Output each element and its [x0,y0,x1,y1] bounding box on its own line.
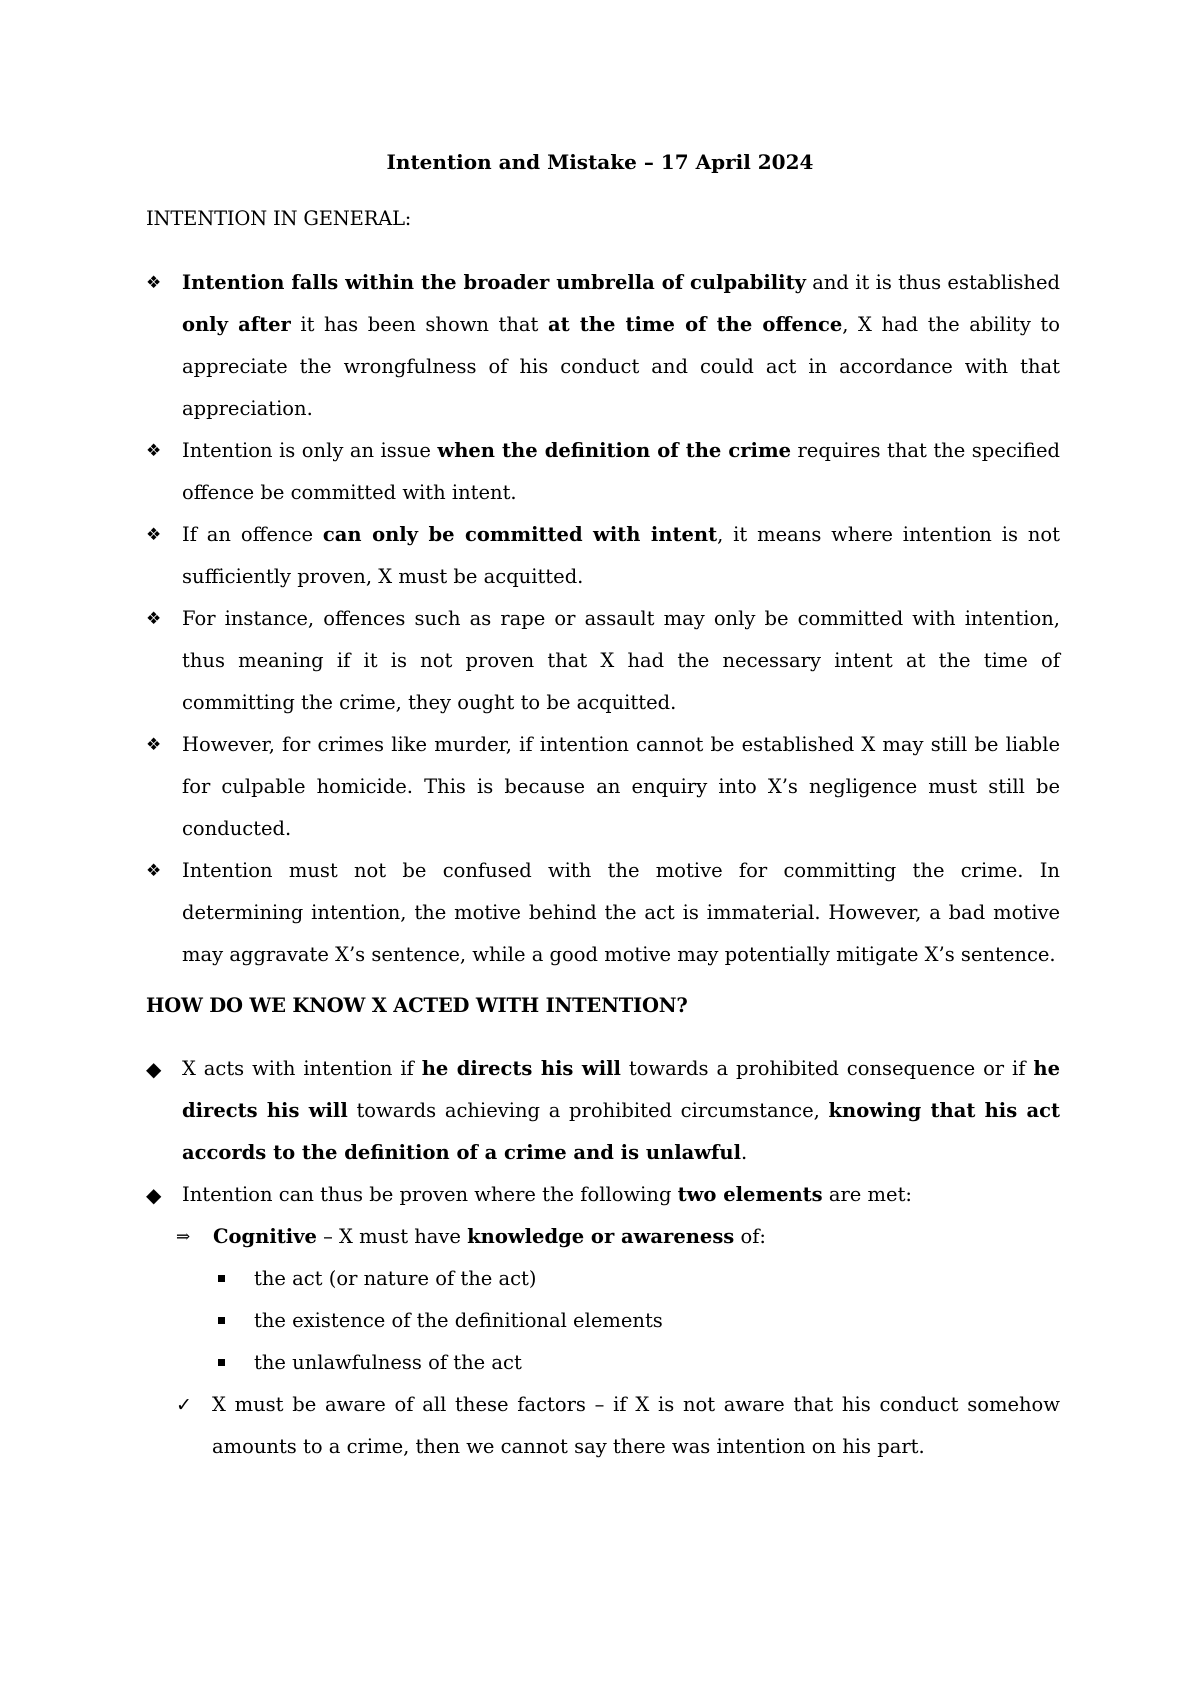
emphasis-text: he directs his will [182,1057,1060,1122]
section-intention-in-general [146,262,1060,976]
section-heading-how-do-we-know: HOW DO WE KNOW X ACTED WITH INTENTION? [146,994,688,1017]
section-heading-intention-in-general: INTENTION IN GENERAL: [146,207,412,230]
cognitive-subitem [146,1300,1060,1342]
diamond-bullet-icon: ❖ [146,441,162,461]
bullet-item [146,514,1060,598]
awareness-note-text: X must be aware of all these factors – if X is not aware that his conduct somehow amounts to a crime, then we cannot say there was intention on his part. [212,1393,1060,1458]
bullet-text [182,1048,1060,1174]
cognitive-subitem-text: the existence of the definitional elements [254,1309,663,1332]
body-text: Intention must not be confused with the motive for committing the crime. In determining intention, the motive behind the act is immaterial. However, a bad motive may aggravate X’s sentence, while a good motive may potentially mitigate X’s sentence. [182,859,1060,966]
bullet-text [182,514,1060,598]
bullet-item [146,598,1060,724]
body-text: towards a prohibited consequence or if [620,1057,1034,1080]
bullet-text [182,724,1060,850]
diamond-bullet-icon: ❖ [146,609,162,629]
bullet-item [146,724,1060,850]
solid-diamond-bullet-icon: ◆ [146,1057,162,1081]
emphasis-text: Intention falls within the broader umbrella of culpability [182,271,806,294]
cognitive-subitem [146,1258,1060,1300]
body-text: requires that the specified offence be committed with intent. [182,439,1061,504]
body-text: of: [734,1225,767,1248]
emphasis-text: at the time of the offence [547,313,843,336]
bullet-item [146,262,1060,430]
diamond-bullet-icon: ❖ [146,525,162,545]
cognitive-subitem-text: the act (or nature of the act) [254,1267,537,1290]
bullet-item [146,850,1060,976]
square-bullet-icon [218,1275,225,1282]
emphasis-text: two elements [677,1183,823,1206]
body-text: , it means where intention is not sufficiently proven, X must be acquitted. [182,523,1061,588]
square-bullet-icon [218,1317,225,1324]
diamond-bullet-icon: ❖ [146,735,162,755]
bullet-item [146,430,1060,514]
bullet-text [182,1174,1060,1216]
solid-diamond-bullet-icon: ◆ [146,1183,162,1207]
awareness-note [146,1384,1060,1468]
bullet-text [182,430,1060,514]
emphasis-text: knowledge or awareness [467,1225,735,1248]
diamond-bullet-icon: ❖ [146,273,162,293]
checkmark-icon: ✓ [176,1394,192,1416]
cognitive-text [213,1225,766,1248]
body-text: it has been shown that [290,313,548,336]
body-text: If an offence [182,523,323,546]
body-text: Intention is only an issue [182,439,438,462]
body-text: Intention can thus be proven where the following [182,1183,678,1206]
body-text: However, for crimes like murder, if intention cannot be established X may still be liable for culpable homicide. This is because an enquiry into X’s negligence must still be conducted. [182,733,1060,840]
body-text: and it is thus established [805,271,1060,294]
cognitive-subitem-text: the unlawfulness of the act [254,1351,522,1374]
cognitive-subitem [146,1342,1060,1384]
body-text: towards achieving a prohibited circumstance, [347,1099,829,1122]
bullet-item [146,1048,1060,1174]
bullet-text [182,598,1060,724]
body-text: , X had the ability to appreciate the wrongfulness of his conduct and could act in accordance with that appreciation. [182,313,1061,420]
emphasis-text: knowing that his act accords to the definition of a crime and is unlawful [182,1099,1060,1164]
body-text: are met: [822,1183,912,1206]
bullet-text [182,850,1060,976]
body-text: X acts with intention if [182,1057,422,1080]
arrow-right-icon: ⇒ [176,1227,191,1247]
emphasis-text: only after [182,313,291,336]
bullet-item [146,1174,1060,1216]
bullet-text [182,262,1060,430]
body-text: . [741,1141,748,1164]
emphasis-text: Cognitive [213,1225,317,1248]
diamond-bullet-icon: ❖ [146,861,162,881]
emphasis-text: when the definition of the crime [437,439,791,462]
emphasis-text: he directs his will [421,1057,621,1080]
body-text: – X must have [316,1225,468,1248]
body-text: For instance, offences such as rape or assault may only be committed with intention, thus meaning if it is not proven that X had the necessary intent at the time of committing the crime, they ought to be acquitted. [182,607,1060,714]
square-bullet-icon [218,1359,225,1366]
emphasis-text: can only be committed with intent [322,523,718,546]
document-title: Intention and Mistake – 17 April 2024 [386,150,814,174]
section-how-do-we-know [146,1048,1060,1468]
cognitive-element [146,1216,1060,1258]
